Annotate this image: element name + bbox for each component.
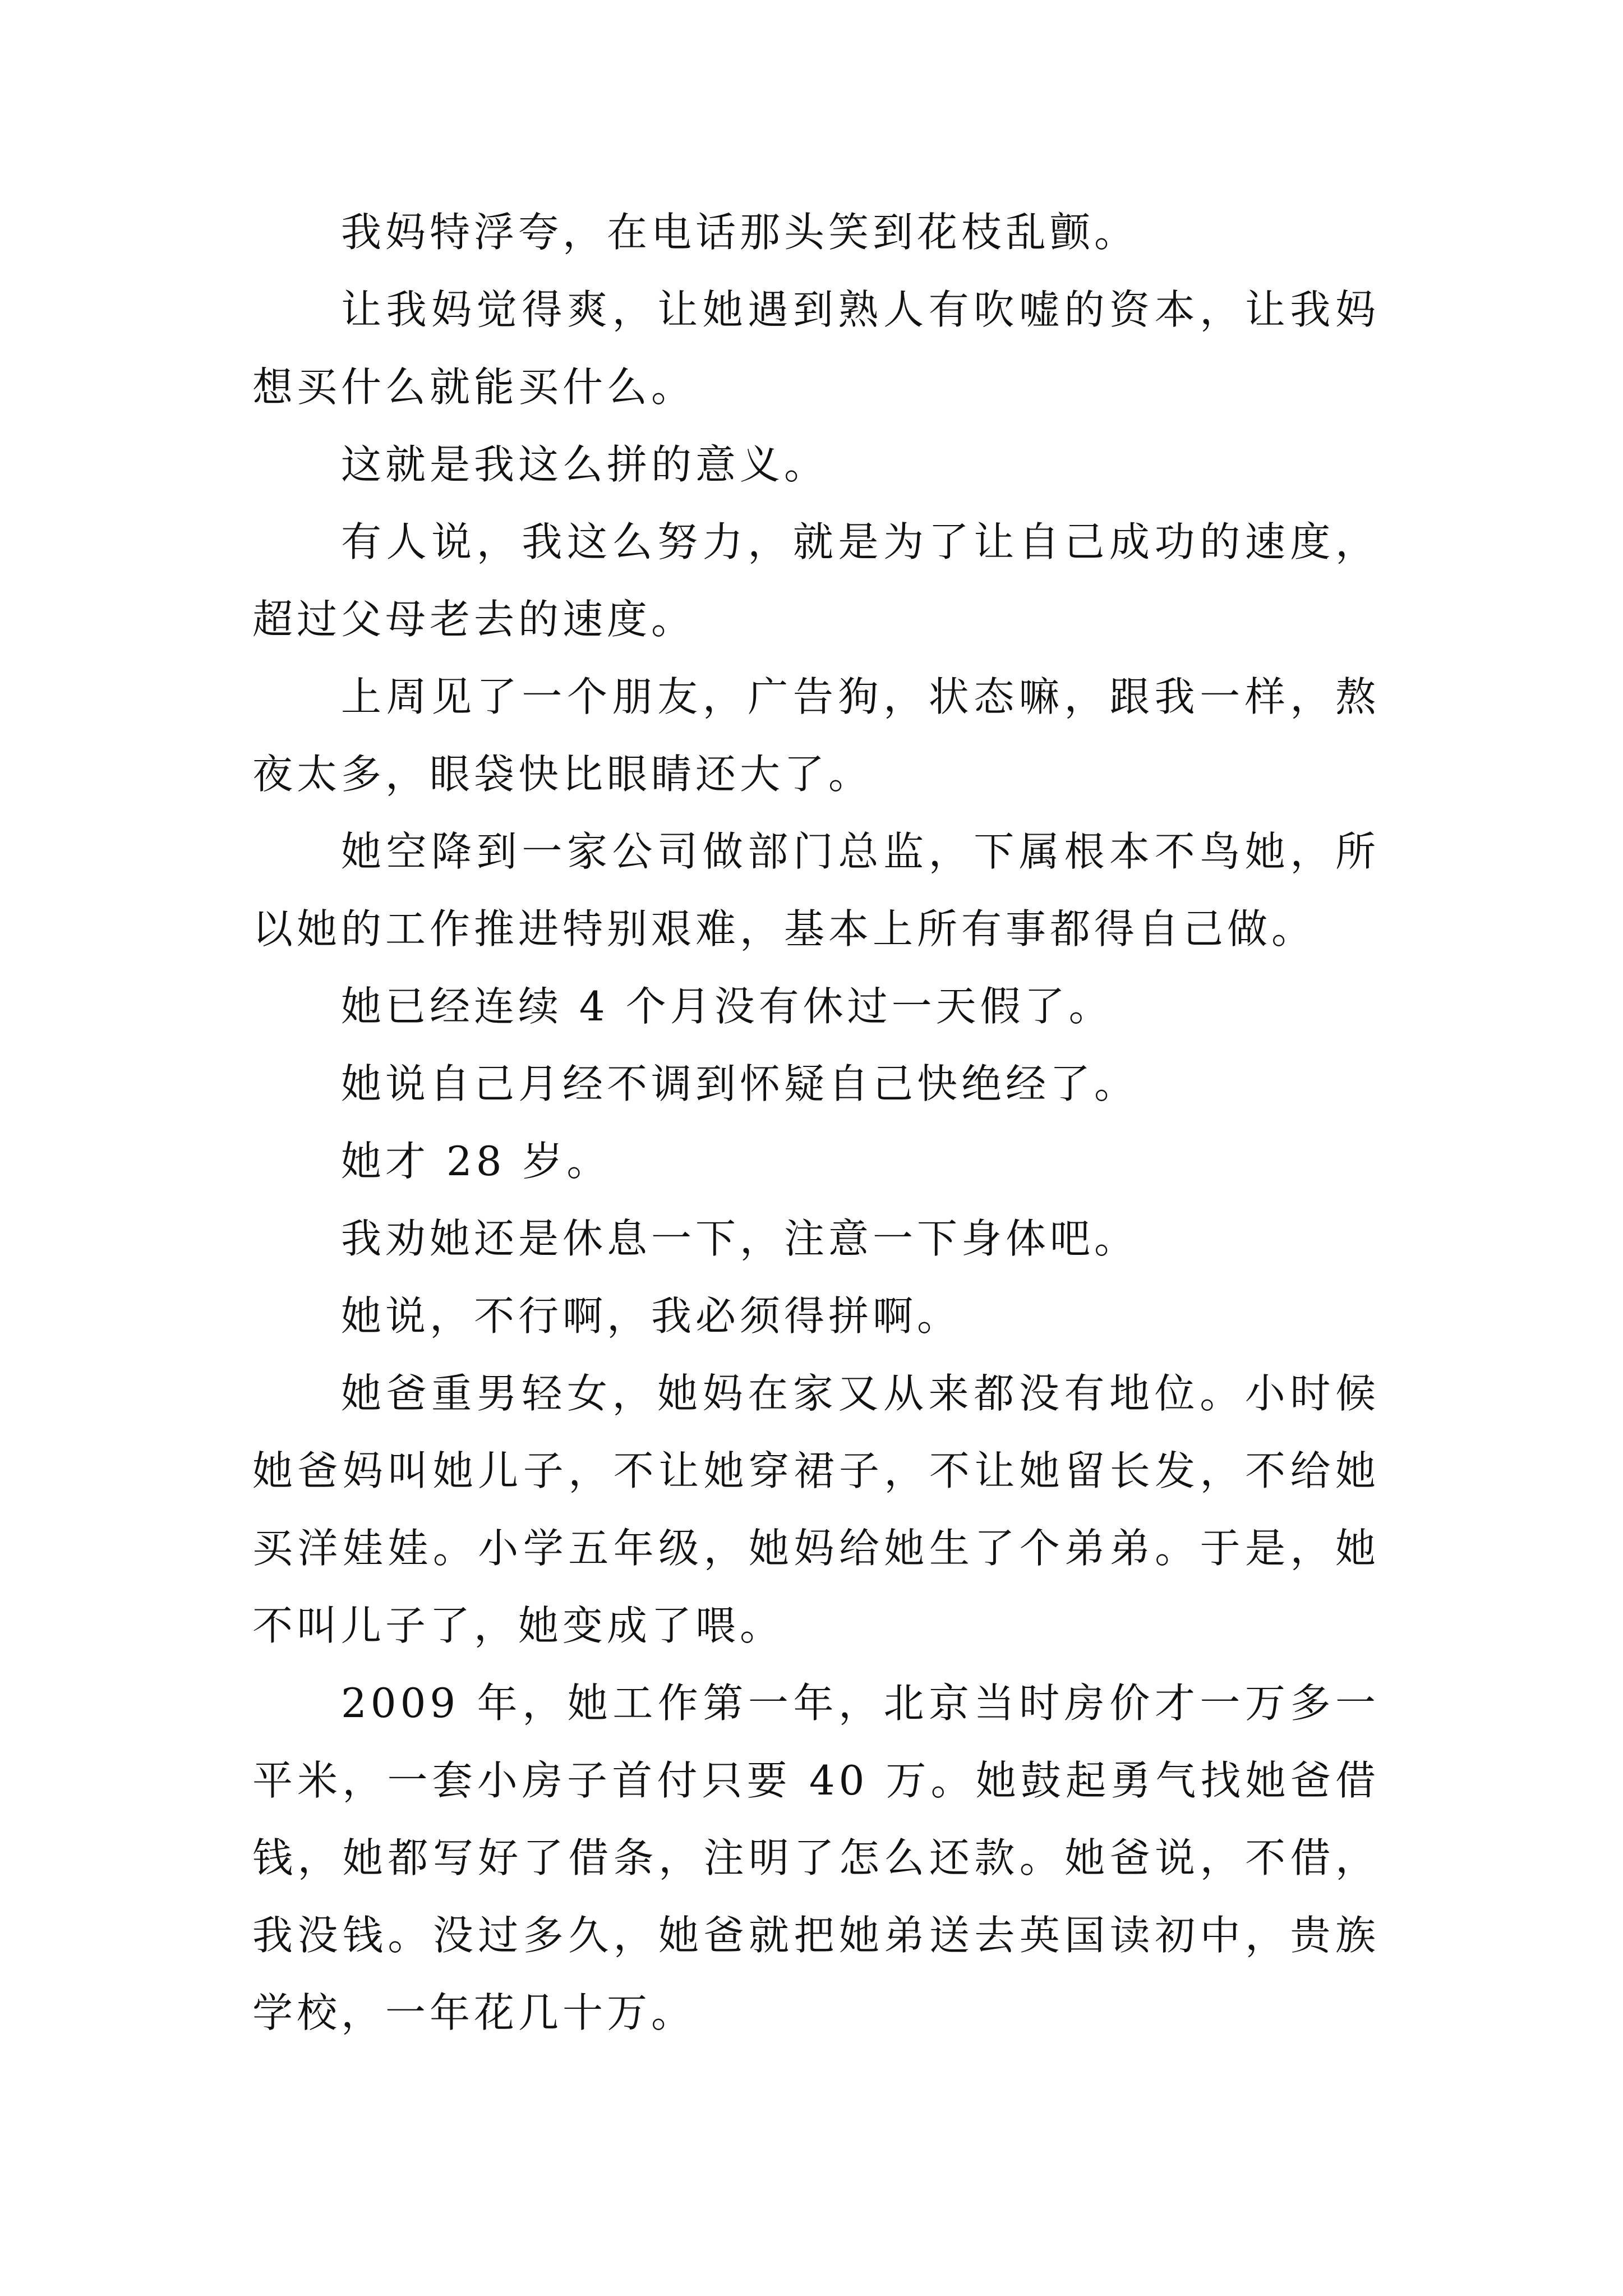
paragraph-1: 我妈特浮夸，在电话那头笑到花枝乱颤。 xyxy=(341,209,1139,256)
paragraph-3: 这就是我这么拼的意义。 xyxy=(341,441,829,488)
paragraph-8: 她说自己月经不调到怀疑自己快绝经了。 xyxy=(341,1060,1139,1107)
document-body xyxy=(252,194,1380,2051)
paragraph-10: 我劝她还是休息一下，注意一下身体吧。 xyxy=(341,1215,1139,1262)
paragraph-12: 她爸重男轻女，她妈在家又从来都没有地位。小时候她爸妈叫她儿子，不让她穿裙子，不让她留长发，不给她买洋娃娃。小学五年级，她妈给她生了个弟弟。于是，她不叫儿子了，她变成了喂。 xyxy=(252,1370,1380,1649)
paragraph-4: 有人说，我这么努力，就是为了让自己成功的速度，超过父母老去的速度。 xyxy=(252,518,1380,643)
paragraph-6: 她空降到一家公司做部门总监，下属根本不鸟她，所以她的工作推进特别艰难，基本上所有事都得自己做。 xyxy=(252,828,1380,953)
paragraph-2: 让我妈觉得爽，让她遇到熟人有吹嘘的资本，让我妈想买什么就能买什么。 xyxy=(252,286,1380,411)
paragraph-13: 2009 年，她工作第一年，北京当时房价才一万多一平米，一套小房子首付只要 40 万。她鼓起勇气找她爸借钱，她都写好了借条，注明了怎么还款。她爸说，不借，我没钱。没过多久，她爸就把她弟送去英国读初中，贵族学校，一年花几十万。 xyxy=(252,1680,1380,2036)
paragraph-11: 她说，不行啊，我必须得拼啊。 xyxy=(341,1292,962,1340)
paragraph-7: 她已经连续 4 个月没有休过一天假了。 xyxy=(341,983,1113,1030)
paragraph-9: 她才 28 岁。 xyxy=(341,1138,611,1185)
paragraph-5: 上周见了一个朋友，广告狗，状态嘛，跟我一样，熬夜太多，眼袋快比眼睛还大了。 xyxy=(252,673,1380,798)
